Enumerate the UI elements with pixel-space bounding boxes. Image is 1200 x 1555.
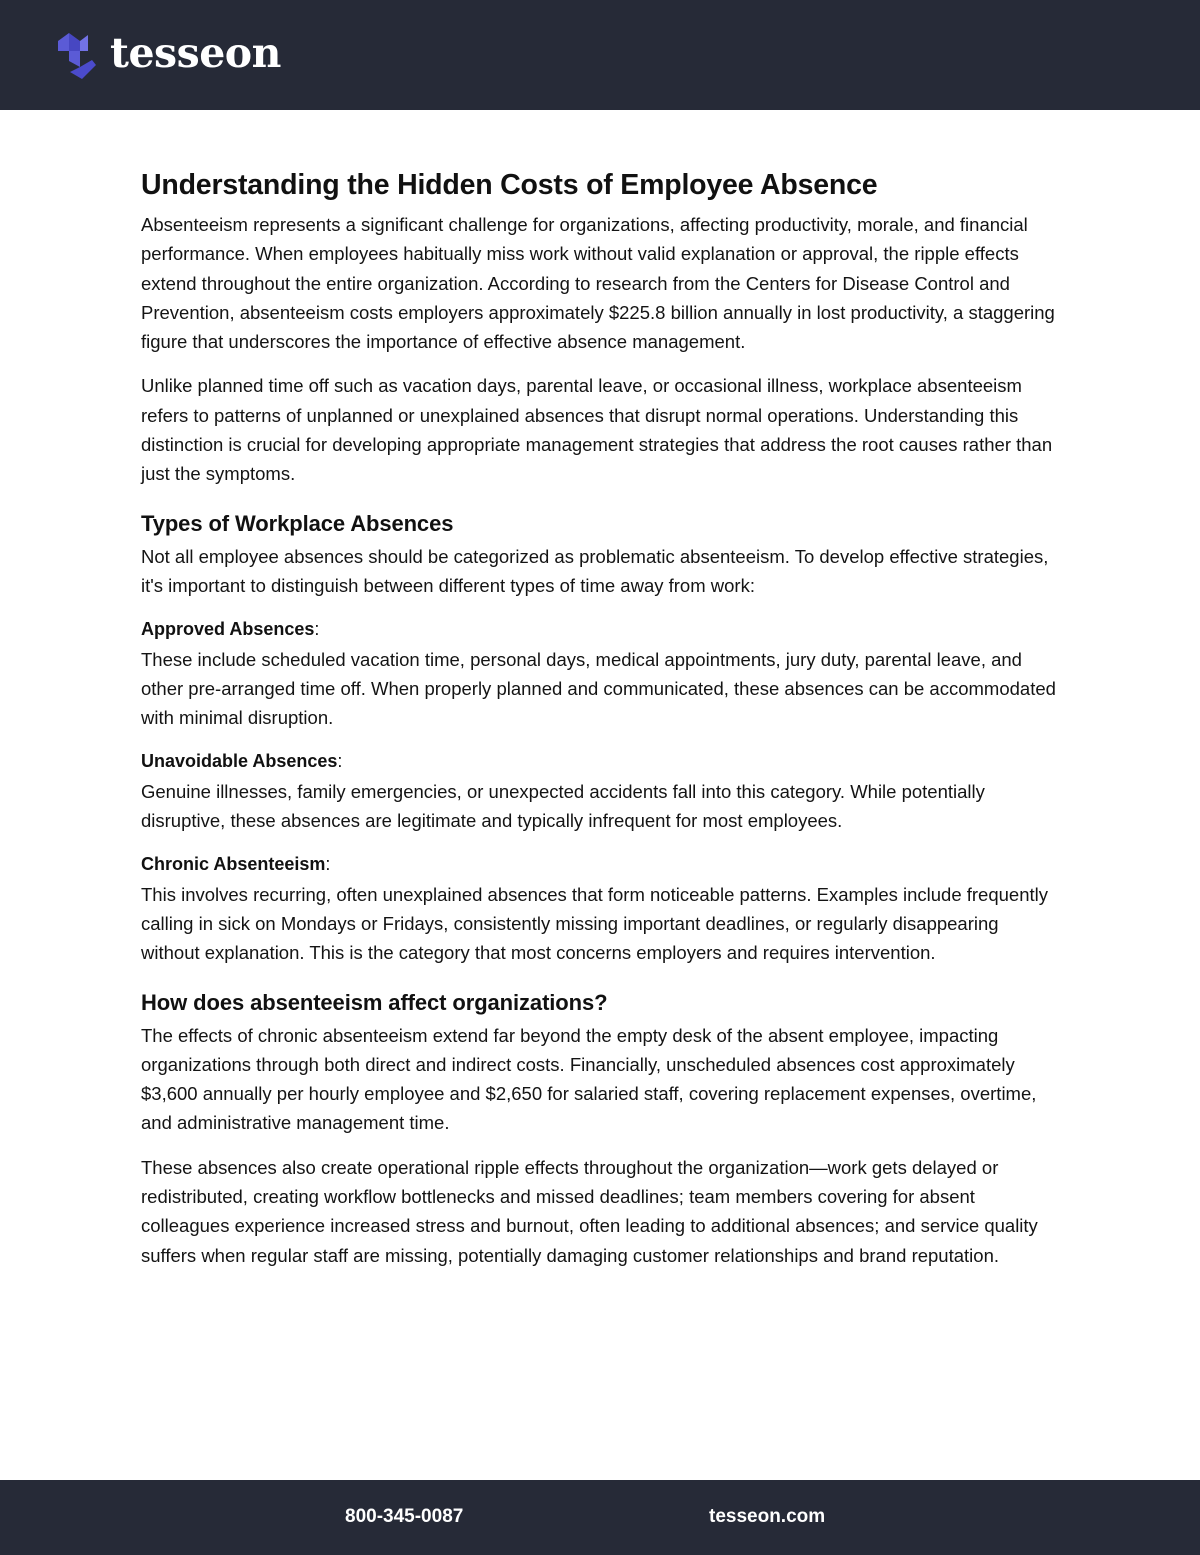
brand-name: tesseon bbox=[110, 28, 281, 77]
chronic-absenteeism-text: This involves recurring, often unexplained absences that form noticeable patterns. Examples include frequently calling in sick on Mondays or Fridays, consistently missing important deadlines, or regularly disappearing without explanation. This is the category that most concerns employers and requires intervention. bbox=[141, 883, 1049, 964]
section-heading-effects: How does absenteeism affect organizations? bbox=[141, 989, 608, 1015]
footer-website-link[interactable]: tesseon.com bbox=[709, 1506, 826, 1527]
effects-paragraph-2: These absences also create operational ripple effects throughout the organization—work gets delayed or redistributed, creating workflow bottlenecks and missed deadlines; team members covering for absent colleagues experience increased stress and burnout, often leading to additional absences; and service quality suffers when regular staff are missing, potentially damaging customer relationships and brand reputation. bbox=[141, 1156, 1038, 1266]
page-title: Understanding the Hidden Costs of Employee Absence bbox=[141, 169, 878, 201]
tesseon-logo-icon bbox=[58, 32, 100, 80]
chronic-absenteeism-label: Chronic Absenteeism: bbox=[141, 854, 331, 875]
types-intro-paragraph: Not all employee absences should be categorized as problematic absenteeism. To develop effective strategies, it's important to distinguish between different types of time away from work: bbox=[141, 545, 1049, 596]
unavoidable-absences-label: Unavoidable Absences: bbox=[141, 751, 343, 772]
footer-phone-link[interactable]: 800-345-0087 bbox=[345, 1506, 464, 1527]
approved-absences-label: Approved Absences: bbox=[141, 619, 320, 640]
article-body bbox=[141, 166, 1061, 1285]
approved-absences-text: These include scheduled vacation time, personal days, medical appointments, jury duty, parental leave, and other pre-arranged time off. When properly planned and communicated, these absences can be accommodated with minimal disruption. bbox=[141, 648, 1056, 729]
brand-logo[interactable] bbox=[58, 30, 281, 82]
page-header bbox=[0, 0, 1200, 110]
unavoidable-absences-text: Genuine illnesses, family emergencies, or unexpected accidents fall into this category. While potentially disruptive, these absences are legitimate and typically infrequent for most employees. bbox=[141, 780, 985, 832]
intro-paragraph-2: Unlike planned time off such as vacation days, parental leave, or occasional illness, workplace absenteeism refers to patterns of unplanned or unexplained absences that disrupt normal operations. Understanding this distinction is crucial for developing appropriate management strategies that address the root causes rather than just the symptoms. bbox=[141, 375, 1053, 485]
page-footer bbox=[0, 1480, 1200, 1555]
section-heading-types: Types of Workplace Absences bbox=[141, 510, 454, 536]
intro-paragraph-1: Absenteeism represents a significant challenge for organizations, affecting productivity, morale, and financial performance. When employees habitually miss work without valid explanation or approval, the ripple effects extend throughout the entire organization. According to research from the Centers for Disease Control and Prevention, absenteeism costs employers approximately $225.8 billion annually in lost productivity, a staggering figure that underscores the importance of effective absence management. bbox=[141, 214, 1055, 353]
effects-paragraph-1: The effects of chronic absenteeism extend far beyond the empty desk of the absent employee, impacting organizations through both direct and indirect costs. Financially, unscheduled absences cost approximately $3,600 annually per hourly employee and $2,650 for salaried staff, covering replacement expenses, overtime, and administrative management time. bbox=[141, 1024, 1037, 1134]
